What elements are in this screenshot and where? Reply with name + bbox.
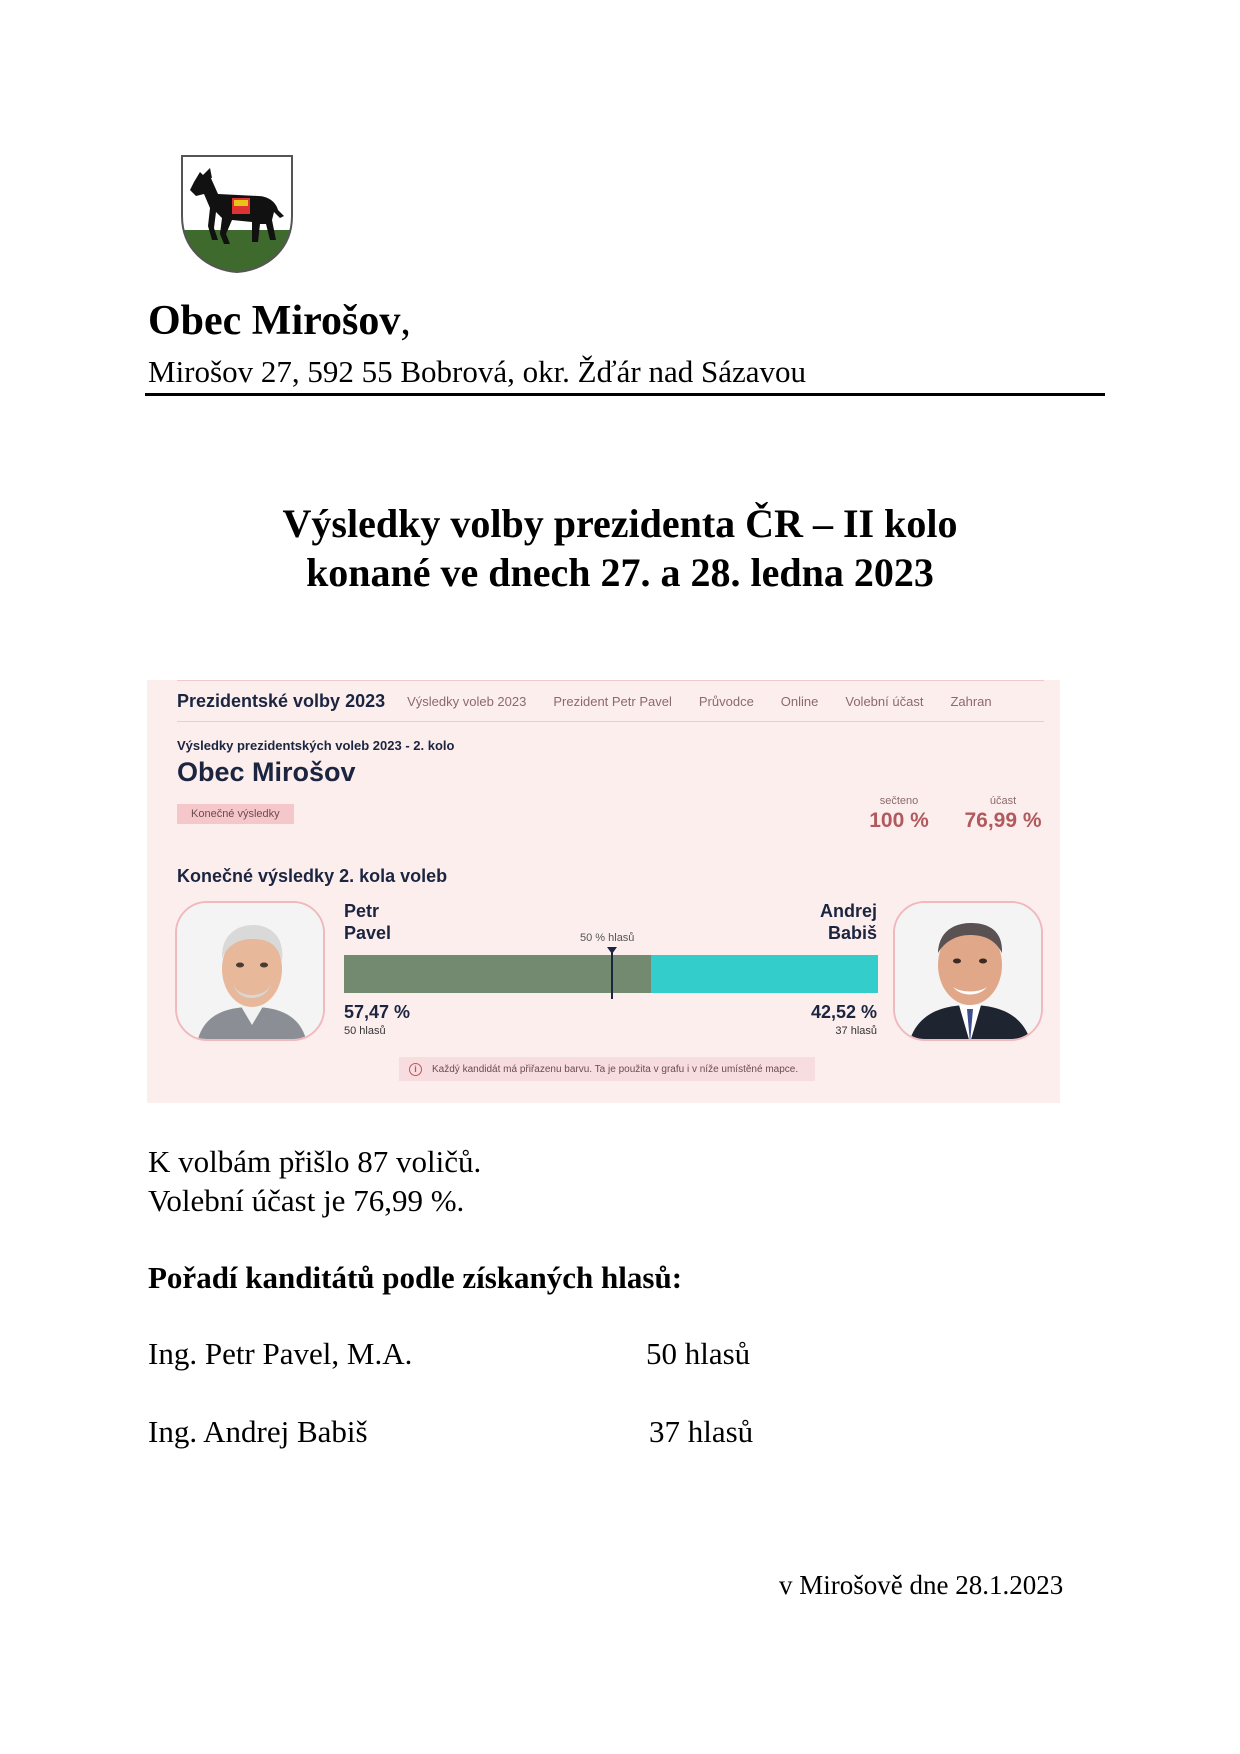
counted-stat [859, 795, 939, 833]
half-votes-marker-tip-icon [607, 947, 617, 954]
candidate-photo-pavel [175, 901, 325, 1041]
results-section-title: Konečné výsledky 2. kola voleb [177, 866, 448, 886]
final-results-badge: Konečné výsledky [177, 804, 294, 824]
candidate-percent-pavel: 57,47 % [344, 1002, 411, 1022]
info-icon: i [409, 1063, 422, 1076]
candidate-votes-babis: 37 hlasů [835, 1025, 877, 1037]
candidate-photo-babis [893, 901, 1043, 1041]
nav-link-president[interactable]: Prezident Petr Pavel [553, 693, 672, 709]
candidate-first-name: Andrej [819, 901, 877, 921]
candidate-percent-babis: 42,52 % [810, 1002, 877, 1022]
half-votes-marker [611, 949, 613, 999]
turnout-line: Volební účast je 76,99 %. [148, 1183, 465, 1218]
candidate-first-name: Petr [344, 901, 380, 921]
turnout-value: 76,99 % [964, 809, 1042, 832]
ranking-candidate-votes: 37 hlasů [649, 1414, 754, 1449]
ranking-heading: Pořadí kanditátů podle získaných hlasů: [148, 1260, 683, 1295]
nav-link-results[interactable]: Výsledky voleb 2023 [407, 693, 527, 709]
nav-link-online[interactable]: Online [780, 693, 819, 709]
results-nav-bar [177, 680, 1044, 722]
document-title-line-1: Výsledky volby prezidenta ČR – II kolo [282, 501, 958, 546]
color-notice [399, 1057, 815, 1081]
results-bar-babis [651, 955, 878, 993]
candidate-name-babis [820, 901, 877, 944]
results-place-title: Obec Mirošov [177, 757, 356, 787]
header-divider [145, 393, 1105, 396]
organization-address: Mirošov 27, 592 55 Bobrová, okr. Žďár nad Sázavou [148, 354, 807, 389]
results-subtitle: Výsledky prezidentských voleb 2023 - 2. kolo [177, 738, 455, 753]
organization-name-text: Obec Mirošov [148, 298, 401, 344]
candidate-last-name: Babiš [827, 922, 877, 943]
coat-of-arms-logo [180, 154, 294, 274]
date-signoff: v Mirošově dne 28.1.2023 [779, 1570, 1064, 1600]
candidate-votes-pavel: 50 hlasů [344, 1025, 386, 1037]
document-title-line-2: konané ve dnech 27. a 28. ledna 2023 [306, 550, 934, 595]
turnout-stat [953, 795, 1053, 833]
color-notice-text: Každý kandidát má přiřazenu barvu. Ta je použita v grafu i v níže umístěné mapce. [432, 1063, 799, 1075]
results-screenshot [147, 680, 1060, 1103]
nav-brand[interactable]: Prezidentské volby 2023 [177, 690, 386, 711]
nav-link-turnout[interactable]: Volební účast [845, 693, 924, 709]
candidate-last-name: Pavel [344, 922, 392, 943]
candidate-name-pavel [344, 901, 391, 944]
organization-name [148, 300, 411, 342]
counted-label: sečteno [879, 795, 919, 807]
turnout-label: účast [989, 795, 1017, 807]
nav-link-guide[interactable]: Průvodce [698, 693, 754, 709]
ranking-candidate-votes: 50 hlasů [646, 1336, 751, 1371]
ranking-candidate-name: Ing. Petr Pavel, M.A. [148, 1336, 413, 1371]
counted-value: 100 % [869, 809, 929, 832]
nav-link-abroad[interactable]: Zahran [950, 693, 992, 709]
results-bar-pavel [344, 955, 651, 993]
organization-name-comma: , [400, 298, 411, 344]
ranking-candidate-name: Ing. Andrej Babiš [148, 1414, 368, 1449]
half-votes-label: 50 % hlasů [580, 932, 635, 944]
voters-count-line: K volbám přišlo 87 voličů. [148, 1144, 482, 1179]
